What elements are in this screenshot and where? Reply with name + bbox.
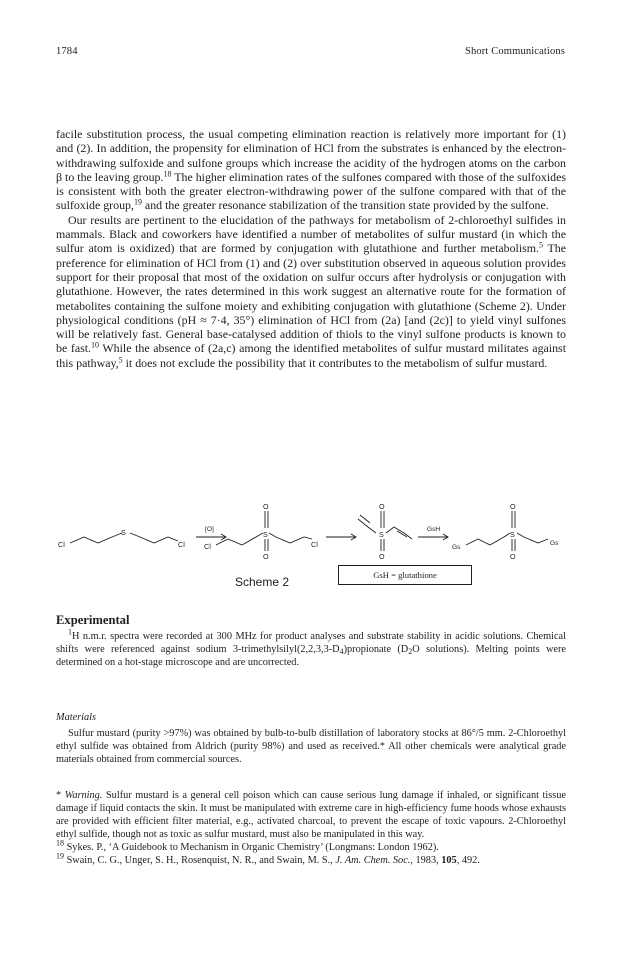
footnote-warning: * Warning. Sulfur mustard is a general cell poison which can cause serious lung damage if inhaled, or significant tissue damage if liquid contacts the skin. It must be manipulated with extreme care in high-efficiency fume hoods whose exhausts are provided with efficient filter material, e.g., activated charcoal, to prevent the escape of toxic vapours. 2-Chloroethyl ethyl sulfide, though not as toxic as sulfur mustard, must also be manipulated in this way. — [56, 790, 566, 840]
svg-text:O: O — [510, 502, 516, 511]
svg-text:[O]: [O] — [205, 526, 214, 533]
scheme-caption: Scheme 2 — [235, 575, 290, 589]
body-text — [56, 127, 566, 370]
svg-text:O: O — [379, 502, 385, 511]
section-heading-experimental: Experimental — [56, 613, 130, 627]
svg-text:Cl: Cl — [311, 540, 318, 549]
svg-text:S: S — [379, 530, 384, 539]
scheme-2 — [56, 493, 566, 593]
svg-text:Cl: Cl — [204, 542, 211, 551]
svg-text:S: S — [263, 530, 268, 539]
svg-text:O: O — [510, 552, 516, 561]
reaction-scheme-diagram — [56, 493, 566, 573]
materials-paragraph: Sulfur mustard (purity >97%) was obtained by bulb-to-bulb distillation of laboratory stocks at 86°/5 mm. 2-Chloroethyl ethyl sulfide was obtained from Aldrich (purity 98%) and used as received.* All other chemicals were analytical grade materials obtained from commercial sources. — [56, 728, 566, 765]
svg-text:GsH: GsH — [427, 526, 441, 533]
svg-text:O: O — [379, 552, 385, 561]
running-title: Short Communications — [465, 46, 565, 57]
nmr-paragraph: $^1$H n.m.r. spectra were recorded at 300 MHz for product analyses and substrate stability in acidic solutions. Chemical shifts were referenced against sodium $3-trimethylsilyl(2,2,3,3-D_4)propionate$ ($D_2O$ solutions). Melting points were determined on a hot-stage microscope and are uncorrected. — [56, 627, 566, 668]
footnote-ref-18: $^{18}$ Sykes. P., ‘A Guidebook to Mechanism in Organic Chemistry’ (Longmans: London 1962). — [56, 838, 439, 853]
subsection-heading-materials: Materials — [56, 712, 97, 723]
svg-text:Cl: Cl — [178, 540, 185, 549]
svg-text:O: O — [263, 502, 269, 511]
svg-text:Cl: Cl — [58, 540, 65, 549]
paragraph-1: facile substitution process, the usual competing elimination reaction is relatively more important for (1) and (2). In addition, the propensity for elimination of HCl from the substrates is enhanced by the electron-withdrawing sulfoxide and sulfone groups which increase the acidity of the hydrogen atoms on the carbon β to the leaving group.$^{18}$ The higher elimination rates of the sulfones compared with those of the sulfoxides is consistent with both the greater electron-withdrawing power of the sulfone compared with that of the sulfoxide group,$^{19}$ and the greater resonance stabilization of the transition state provided by the sulfone. — [56, 127, 566, 213]
svg-text:S: S — [121, 528, 126, 537]
svg-text:O: O — [263, 552, 269, 561]
svg-text:S: S — [510, 530, 515, 539]
paragraph-2: Our results are pertinent to the elucidation of the pathways for metabolism of 2-chloroethyl sulfides in mammals. Black and coworkers have identified a number of metabolites of sulfur mustard (in which the sulfur atom is oxidized) that are formed by conjugation with glutathione and further metabolism.$^5$ The preference for elimination of HCl from (1) and (2) over substitution observed in aqueous solution provides support for their proposal that most of the oxidation on sulfur occurs after hydrolysis or conjugation with glutathione. However, the rates determined in this work suggest an alternative route for the formation of metabolites containing the sulfone moiety and exhibiting conjugation with glutathione (Scheme 2). Under physiological conditions (pH ≈ 7·4, 35°) elimination of HCl from (2a) [and (2c)] to yield vinyl sulfones will be relatively fast. General base-catalysed addition of thiols to the vinyl sulfone products is known to be fast.$^{10}$ While the absence of (2a,c) among the identified metabolites of sulfur mustard militates against this pathway,$^5$ it does not exclude the possibility that it contributes to the metabolism of sulfur mustard. — [56, 212, 566, 370]
footnotes — [56, 789, 566, 867]
page-number: 1784 — [56, 46, 78, 57]
svg-text:Gs: Gs — [550, 540, 559, 547]
svg-text:Gs: Gs — [452, 544, 461, 551]
footnote-ref-19: $^{19}$ Swain, C. G., Unger, S. H., Rosenquist, N. R., and Swain, M. S., J. Am. Chem. Soc., 1983, 105, 492. — [56, 851, 480, 866]
glutathione-definition-box: GsH = glutathione — [338, 565, 472, 585]
